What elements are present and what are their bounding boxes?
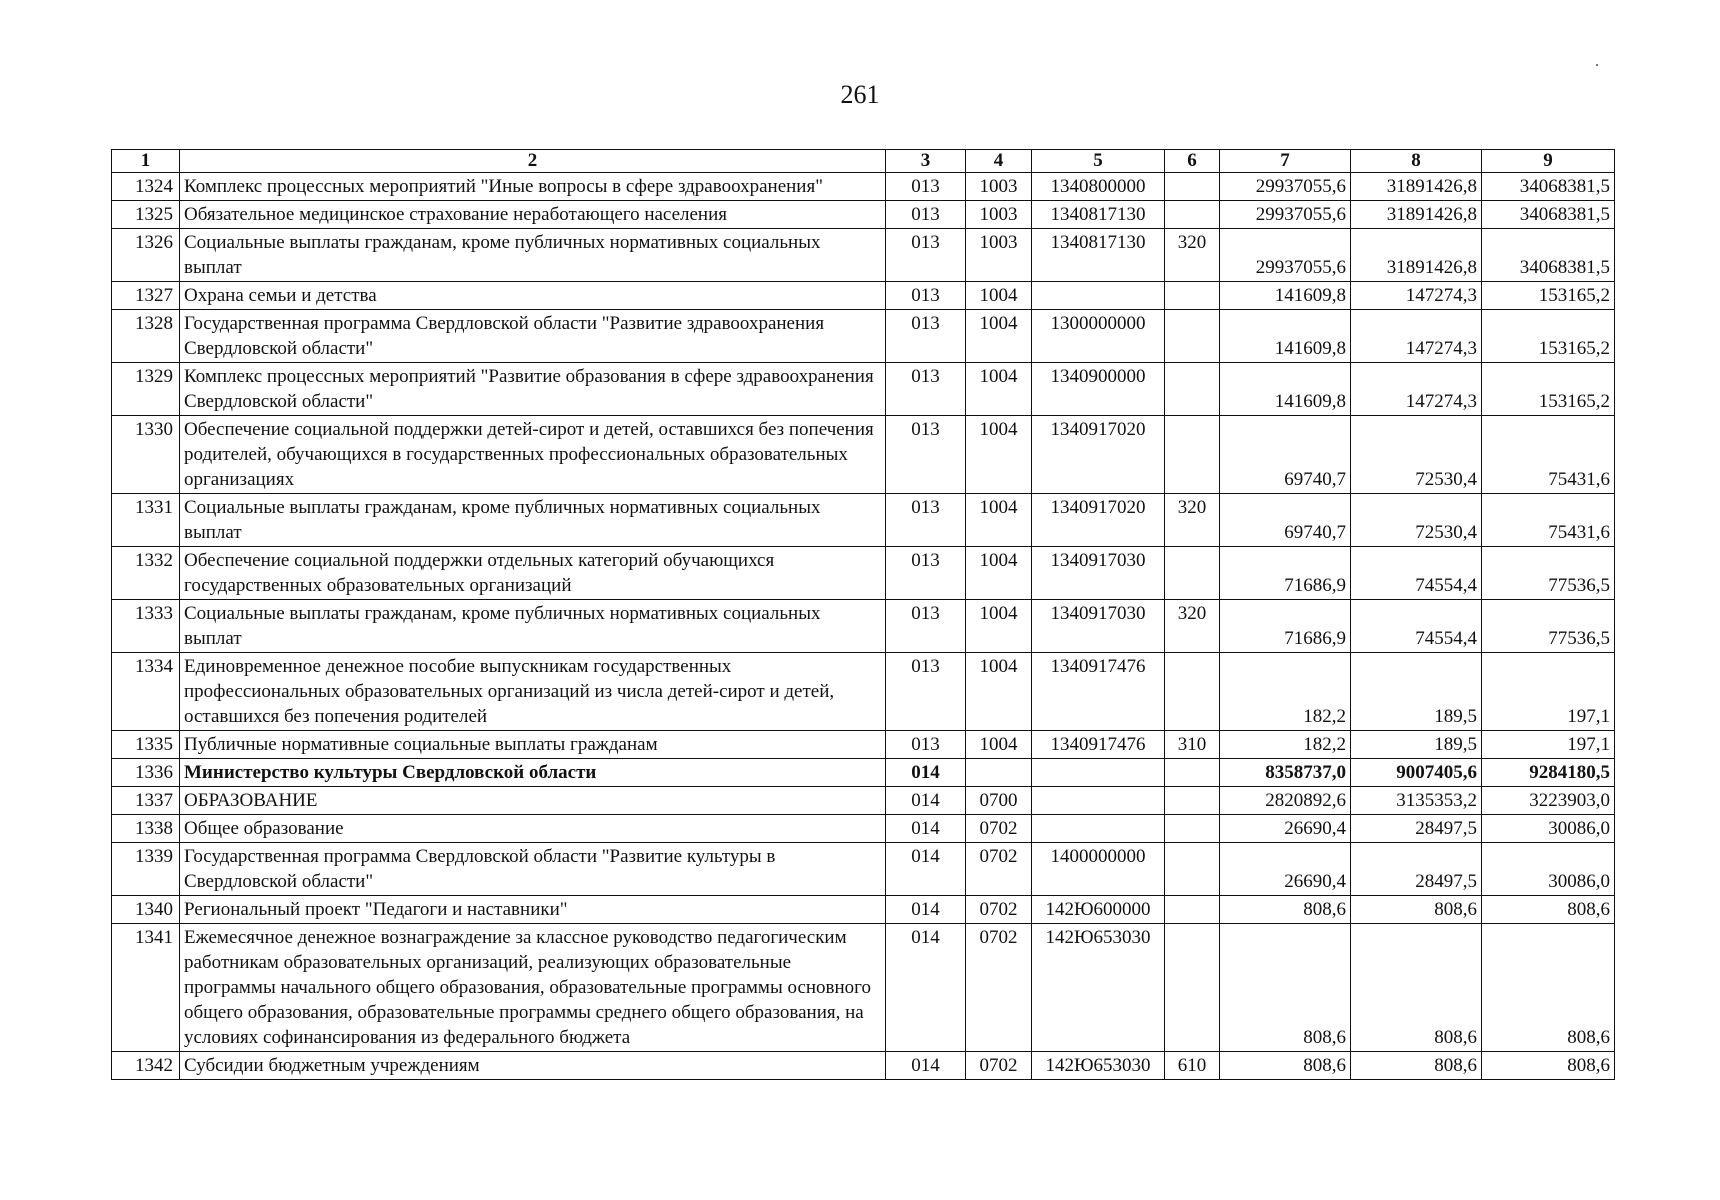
header-row: [112, 150, 1615, 173]
row-number: 1337: [112, 787, 180, 815]
row-name: Государственная программа Свердловской области "Развитие здравоохранения Свердловской области": [180, 310, 886, 363]
expense-type: [1165, 924, 1220, 1052]
expense-type: [1165, 310, 1220, 363]
row-name: Обязательное медицинское страхование неработающего населения: [180, 201, 886, 229]
value-year-1: 26690,4: [1220, 843, 1351, 896]
section-code: 1004: [966, 653, 1032, 731]
row-number: 1341: [112, 924, 180, 1052]
ministry-code: 013: [886, 416, 966, 494]
section-code: 0702: [966, 815, 1032, 843]
value-year-3: 808,6: [1482, 896, 1615, 924]
row-name: Министерство культуры Свердловской области: [180, 759, 886, 787]
row-number: 1334: [112, 653, 180, 731]
row-name: Охрана семьи и детства: [180, 282, 886, 310]
value-year-2: 147274,3: [1351, 282, 1482, 310]
table-row: [112, 653, 1615, 731]
value-year-1: 26690,4: [1220, 815, 1351, 843]
header-cell: 7: [1220, 150, 1351, 173]
target-code: 1340800000: [1032, 173, 1165, 201]
row-number: 1338: [112, 815, 180, 843]
target-code: 1400000000: [1032, 843, 1165, 896]
table-row: [112, 547, 1615, 600]
ministry-code: 013: [886, 653, 966, 731]
expense-type: 310: [1165, 731, 1220, 759]
value-year-1: 69740,7: [1220, 494, 1351, 547]
value-year-1: 29937055,6: [1220, 201, 1351, 229]
ministry-code: 013: [886, 547, 966, 600]
value-year-2: 808,6: [1351, 896, 1482, 924]
section-code: 1004: [966, 282, 1032, 310]
section-code: 1003: [966, 173, 1032, 201]
value-year-1: 71686,9: [1220, 547, 1351, 600]
ministry-code: 014: [886, 924, 966, 1052]
target-code: [1032, 759, 1165, 787]
row-number: 1333: [112, 600, 180, 653]
row-name: Социальные выплаты гражданам, кроме публичных нормативных социальных выплат: [180, 494, 886, 547]
value-year-2: 74554,4: [1351, 600, 1482, 653]
value-year-3: 34068381,5: [1482, 173, 1615, 201]
section-code: 1003: [966, 229, 1032, 282]
ministry-code: 013: [886, 600, 966, 653]
section-code: 1004: [966, 363, 1032, 416]
table-row: [112, 787, 1615, 815]
header-cell: 1: [112, 150, 180, 173]
expense-type: 320: [1165, 600, 1220, 653]
expense-type: 320: [1165, 494, 1220, 547]
row-number: 1330: [112, 416, 180, 494]
value-year-3: 153165,2: [1482, 310, 1615, 363]
section-code: 0700: [966, 787, 1032, 815]
ministry-code: 013: [886, 363, 966, 416]
ministry-code: 014: [886, 815, 966, 843]
ministry-code: 014: [886, 843, 966, 896]
ministry-code: 013: [886, 201, 966, 229]
row-name: Единовременное денежное пособие выпускникам государственных профессиональных образовательных организаций из числа детей-сирот и детей, оставшихся без попечения родителей: [180, 653, 886, 731]
header-cell: 2: [180, 150, 886, 173]
table-row: [112, 494, 1615, 547]
row-number: 1326: [112, 229, 180, 282]
value-year-3: 30086,0: [1482, 843, 1615, 896]
value-year-3: 34068381,5: [1482, 229, 1615, 282]
row-name: Обеспечение социальной поддержки детей-сирот и детей, оставшихся без попечения родителей, обучающихся в государственных профессиональных образовательных организациях: [180, 416, 886, 494]
row-name: Субсидии бюджетным учреждениям: [180, 1052, 886, 1080]
row-number: 1329: [112, 363, 180, 416]
section-code: 1003: [966, 201, 1032, 229]
target-code: 142Ю600000: [1032, 896, 1165, 924]
row-name: Комплекс процессных мероприятий "Развитие образования в сфере здравоохранения Свердловской области": [180, 363, 886, 416]
budget-table: [111, 149, 1615, 1080]
header-cell: 9: [1482, 150, 1615, 173]
table-row: [112, 600, 1615, 653]
value-year-3: 153165,2: [1482, 282, 1615, 310]
table-row: [112, 310, 1615, 363]
value-year-1: 141609,8: [1220, 310, 1351, 363]
section-code: 1004: [966, 494, 1032, 547]
target-code: 1340917020: [1032, 416, 1165, 494]
table-row: [112, 229, 1615, 282]
section-code: 1004: [966, 416, 1032, 494]
value-year-1: 808,6: [1220, 1052, 1351, 1080]
target-code: 1340917030: [1032, 600, 1165, 653]
section-code: 0702: [966, 924, 1032, 1052]
value-year-1: 182,2: [1220, 653, 1351, 731]
value-year-1: 2820892,6: [1220, 787, 1351, 815]
ministry-code: 013: [886, 282, 966, 310]
section-code: 1004: [966, 600, 1032, 653]
header-cell: 4: [966, 150, 1032, 173]
value-year-3: 197,1: [1482, 731, 1615, 759]
row-name: Региональный проект "Педагоги и наставники": [180, 896, 886, 924]
value-year-2: 31891426,8: [1351, 201, 1482, 229]
target-code: 1340917476: [1032, 731, 1165, 759]
row-name: Публичные нормативные социальные выплаты гражданам: [180, 731, 886, 759]
value-year-3: 75431,6: [1482, 494, 1615, 547]
table-row: [112, 416, 1615, 494]
table-row: [112, 843, 1615, 896]
expense-type: [1165, 547, 1220, 600]
value-year-3: 77536,5: [1482, 600, 1615, 653]
value-year-1: 29937055,6: [1220, 229, 1351, 282]
table-row: [112, 815, 1615, 843]
value-year-2: 189,5: [1351, 731, 1482, 759]
table-row: [112, 363, 1615, 416]
target-code: 1340817130: [1032, 201, 1165, 229]
header-cell: 8: [1351, 150, 1482, 173]
value-year-2: 72530,4: [1351, 494, 1482, 547]
value-year-3: 197,1: [1482, 653, 1615, 731]
value-year-3: 3223903,0: [1482, 787, 1615, 815]
value-year-1: 8358737,0: [1220, 759, 1351, 787]
value-year-3: 34068381,5: [1482, 201, 1615, 229]
ministry-code: 014: [886, 759, 966, 787]
target-code: 1340917020: [1032, 494, 1165, 547]
value-year-2: 72530,4: [1351, 416, 1482, 494]
value-year-1: 141609,8: [1220, 363, 1351, 416]
table-row: [112, 924, 1615, 1052]
row-number: 1331: [112, 494, 180, 547]
table-row: [112, 282, 1615, 310]
scan-speck: [1596, 64, 1598, 66]
row-number: 1339: [112, 843, 180, 896]
row-number: 1332: [112, 547, 180, 600]
section-code: 1004: [966, 731, 1032, 759]
row-name: Социальные выплаты гражданам, кроме публичных нормативных социальных выплат: [180, 600, 886, 653]
ministry-code: 014: [886, 787, 966, 815]
value-year-2: 189,5: [1351, 653, 1482, 731]
row-number: 1324: [112, 173, 180, 201]
value-year-3: 808,6: [1482, 924, 1615, 1052]
expense-type: 610: [1165, 1052, 1220, 1080]
row-name: Обеспечение социальной поддержки отдельных категорий обучающихся государственных образовательных организаций: [180, 547, 886, 600]
row-name: Государственная программа Свердловской области "Развитие культуры в Свердловской области": [180, 843, 886, 896]
page-number: 261: [840, 80, 880, 109]
value-year-2: 147274,3: [1351, 363, 1482, 416]
target-code: 1340900000: [1032, 363, 1165, 416]
expense-type: [1165, 896, 1220, 924]
value-year-1: 69740,7: [1220, 416, 1351, 494]
value-year-2: 147274,3: [1351, 310, 1482, 363]
header-cell: 6: [1165, 150, 1220, 173]
table-row: [112, 173, 1615, 201]
row-name: ОБРАЗОВАНИЕ: [180, 787, 886, 815]
section-code: [966, 759, 1032, 787]
row-number: 1336: [112, 759, 180, 787]
table-row: [112, 759, 1615, 787]
target-code: [1032, 282, 1165, 310]
table-row: [112, 201, 1615, 229]
row-number: 1325: [112, 201, 180, 229]
section-code: 0702: [966, 843, 1032, 896]
row-name: Социальные выплаты гражданам, кроме публичных нормативных социальных выплат: [180, 229, 886, 282]
ministry-code: 014: [886, 1052, 966, 1080]
ministry-code: 014: [886, 896, 966, 924]
target-code: 1340817130: [1032, 229, 1165, 282]
value-year-1: 808,6: [1220, 924, 1351, 1052]
header-cell: 3: [886, 150, 966, 173]
target-code: 1340917476: [1032, 653, 1165, 731]
section-code: 1004: [966, 310, 1032, 363]
value-year-3: 77536,5: [1482, 547, 1615, 600]
value-year-2: 28497,5: [1351, 815, 1482, 843]
row-number: 1342: [112, 1052, 180, 1080]
expense-type: [1165, 843, 1220, 896]
row-number: 1327: [112, 282, 180, 310]
value-year-3: 30086,0: [1482, 815, 1615, 843]
expense-type: [1165, 653, 1220, 731]
row-name: Ежемесячное денежное вознаграждение за классное руководство педагогическим работникам образовательных организаций, реализующих образовательные программы начального общего образования, образовательные программы основного общего образования, образовательные программы среднего общего образования, на условиях софинансирования из федерального бюджета: [180, 924, 886, 1052]
value-year-1: 29937055,6: [1220, 173, 1351, 201]
value-year-1: 182,2: [1220, 731, 1351, 759]
ministry-code: 013: [886, 229, 966, 282]
value-year-2: 3135353,2: [1351, 787, 1482, 815]
header-cell: 5: [1032, 150, 1165, 173]
value-year-1: 808,6: [1220, 896, 1351, 924]
value-year-2: 808,6: [1351, 924, 1482, 1052]
value-year-3: 75431,6: [1482, 416, 1615, 494]
value-year-3: 9284180,5: [1482, 759, 1615, 787]
row-name: Комплекс процессных мероприятий "Иные вопросы в сфере здравоохранения": [180, 173, 886, 201]
expense-type: [1165, 363, 1220, 416]
section-code: 0702: [966, 1052, 1032, 1080]
value-year-1: 71686,9: [1220, 600, 1351, 653]
ministry-code: 013: [886, 173, 966, 201]
target-code: [1032, 787, 1165, 815]
value-year-2: 74554,4: [1351, 547, 1482, 600]
expense-type: [1165, 173, 1220, 201]
value-year-1: 141609,8: [1220, 282, 1351, 310]
value-year-2: 31891426,8: [1351, 173, 1482, 201]
ministry-code: 013: [886, 310, 966, 363]
section-code: 0702: [966, 896, 1032, 924]
expense-type: [1165, 416, 1220, 494]
value-year-3: 808,6: [1482, 1052, 1615, 1080]
expense-type: [1165, 787, 1220, 815]
value-year-2: 808,6: [1351, 1052, 1482, 1080]
row-name: Общее образование: [180, 815, 886, 843]
table-row: [112, 731, 1615, 759]
table-row: [112, 896, 1615, 924]
target-code: 1300000000: [1032, 310, 1165, 363]
expense-type: [1165, 201, 1220, 229]
row-number: 1340: [112, 896, 180, 924]
table-row: [112, 1052, 1615, 1080]
target-code: 142Ю653030: [1032, 924, 1165, 1052]
expense-type: 320: [1165, 229, 1220, 282]
row-number: 1328: [112, 310, 180, 363]
ministry-code: 013: [886, 494, 966, 547]
target-code: 1340917030: [1032, 547, 1165, 600]
value-year-3: 153165,2: [1482, 363, 1615, 416]
value-year-2: 31891426,8: [1351, 229, 1482, 282]
expense-type: [1165, 815, 1220, 843]
value-year-2: 28497,5: [1351, 843, 1482, 896]
target-code: 142Ю653030: [1032, 1052, 1165, 1080]
section-code: 1004: [966, 547, 1032, 600]
table-body: [112, 173, 1615, 1080]
expense-type: [1165, 759, 1220, 787]
target-code: [1032, 815, 1165, 843]
row-number: 1335: [112, 731, 180, 759]
ministry-code: 013: [886, 731, 966, 759]
expense-type: [1165, 282, 1220, 310]
value-year-2: 9007405,6: [1351, 759, 1482, 787]
